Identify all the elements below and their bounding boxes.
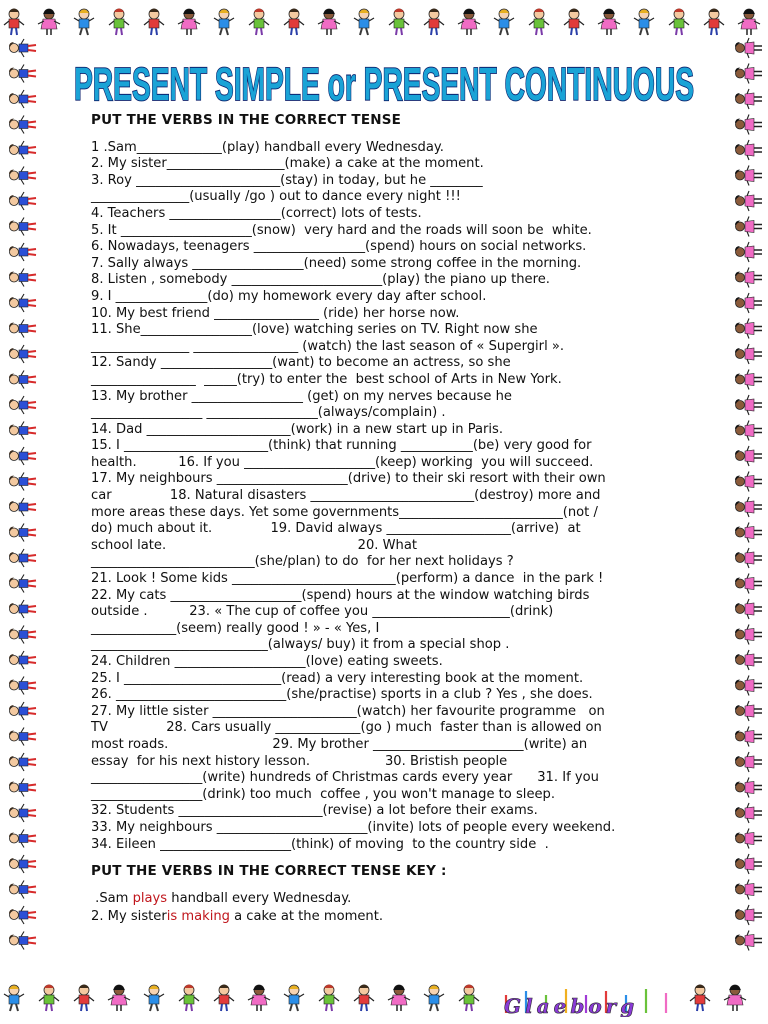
logo-text: Glaeborg	[504, 994, 639, 1017]
kid-figure	[9, 218, 36, 236]
kid-figure	[9, 498, 36, 516]
kid-figure	[529, 9, 549, 36]
kid-figure	[108, 985, 130, 1011]
exercise-line: 9. I ______________(do) my homework every day after school.	[91, 288, 487, 304]
kid-figure	[9, 549, 36, 567]
exercise-line: 4. Teachers _________________(correct) lots of tests.	[91, 205, 422, 221]
kid-figure	[318, 9, 340, 35]
title-text: PRESENT SIMPLE or PRESENT CONTINUOUS	[74, 58, 694, 110]
exercise-line: _____________(seem) really good ! » - « Yes, I	[91, 620, 380, 636]
kid-figure	[735, 931, 762, 951]
kid-figure	[9, 728, 36, 746]
kid-figure	[9, 473, 36, 491]
kid-figure	[9, 651, 36, 669]
kid-figure	[735, 268, 762, 288]
kid-figure	[735, 370, 762, 390]
kid-figure	[4, 9, 24, 36]
kid-figure	[738, 9, 760, 35]
kid-figure	[249, 9, 269, 36]
exercise-line: _________________(drink) too much coffee , you won't manage to sleep.	[91, 786, 556, 802]
kid-figure	[9, 243, 36, 261]
kid-figure	[389, 9, 409, 36]
school-logo	[496, 983, 696, 1017]
kid-figure	[735, 548, 762, 568]
kid-figure	[9, 779, 36, 797]
kid-figure	[9, 600, 36, 618]
exercise-line: 1 .Sam_____________(play) handball every Wednesday.	[91, 139, 444, 155]
exercise-line: _________________ _________________(always/complain) .	[91, 405, 446, 421]
kid-figure	[735, 803, 762, 823]
kid-figure	[735, 115, 762, 135]
kid-figure	[9, 830, 36, 848]
kid-figure	[74, 985, 94, 1012]
key-line-2-before: 2. My sister	[91, 908, 167, 924]
key-answer-1: plays	[132, 890, 168, 906]
kid-figure	[9, 320, 36, 338]
exercise-line: 6. Nowadays, teenagers _________________(spend) hours on social networks.	[91, 239, 587, 255]
exercise-line: 3. Roy ______________________(stay) in today, but he ________	[91, 172, 483, 188]
exercise-line: 27. My little sister ______________________(watch) her favourite programme on	[91, 703, 605, 719]
exercise-line: 15. I ______________________(think) that running ___________(be) very good for	[91, 438, 592, 454]
kid-figure	[735, 38, 762, 58]
worksheet-title	[70, 50, 698, 110]
kid-figure	[9, 855, 36, 873]
kid-figure	[9, 524, 36, 542]
exercise-line: more areas these days. Yet some governments_________________________(not /	[91, 504, 598, 520]
kid-figure	[735, 905, 762, 925]
exercise-line: 33. My neighbours _______________________(invite) lots of people every weekend.	[91, 819, 616, 835]
kid-figure	[9, 141, 36, 159]
kid-figure	[735, 650, 762, 670]
exercise-line: 21. Look ! Some kids _________________________(perform) a dance in the park !	[91, 571, 604, 587]
kid-figure	[9, 753, 36, 771]
exercise-line: _______________(usually /go ) out to dance every night !!!	[91, 189, 461, 205]
kid-figure	[9, 881, 36, 899]
kid-figure	[735, 523, 762, 543]
exercise-line: do) much about it. 19. David always ___________________(arrive) at	[91, 521, 581, 537]
kid-figure	[735, 140, 762, 160]
kid-figure	[4, 985, 24, 1011]
exercise-line: 22. My cats ____________________(spend) hours at the window watching birds	[91, 587, 590, 603]
kid-figure	[735, 752, 762, 772]
kid-figure	[178, 9, 200, 35]
kid-figure	[735, 880, 762, 900]
exercise-line: ___________________________(always/ buy) it from a special shop .	[91, 637, 510, 653]
kid-figure	[284, 985, 304, 1011]
key-heading: PUT THE VERBS IN THE CORRECT TENSE KEY :	[91, 863, 447, 880]
kid-figure	[735, 446, 762, 466]
kid-figure	[634, 9, 654, 35]
kid-figure	[354, 985, 374, 1012]
kid-figure	[735, 242, 762, 262]
kid-figure	[735, 319, 762, 339]
kid-figure	[9, 294, 36, 312]
kid-figure	[735, 472, 762, 492]
kid-figure	[319, 985, 339, 1012]
key-line-2-after: a cake at the moment.	[229, 908, 383, 924]
key-line-1	[91, 890, 676, 908]
kid-figure	[144, 985, 164, 1011]
kid-figure	[9, 371, 36, 389]
kid-figure	[735, 599, 762, 619]
exercise-line: 2. My sister__________________(make) a cake at the moment.	[91, 156, 484, 172]
kid-figure	[735, 778, 762, 798]
kid-figure	[39, 985, 59, 1012]
kid-figure	[248, 985, 270, 1011]
kid-figure	[735, 217, 762, 237]
exercise-line: 24. Children ____________________(love) eating sweets.	[91, 654, 443, 669]
exercise-line: car 18. Natural disasters _________________________(destroy) more and	[91, 488, 601, 504]
exercise-line: 17. My neighbours ____________________(drive) to their ski resort with their own	[91, 471, 606, 487]
kid-figure	[9, 447, 36, 465]
exercise-line: 13. My brother _________________ (get) on my nerves because he	[91, 388, 512, 404]
exercise-line: _________________________(she/plan) to do for her next holidays ?	[91, 554, 514, 570]
kid-figure	[9, 804, 36, 822]
exercise-line: essay for his next history lesson. 30. Bristish people	[91, 753, 508, 769]
kid-figure	[9, 65, 36, 83]
exercise-line: outside . 23. « The cup of coffee you _____________________(drink)	[91, 604, 554, 620]
exercise-line: 11. She_________________(love) watching series on TV. Right now she	[91, 322, 538, 338]
exercise-line: health. 16. If you ____________________(keep) working you will succeed.	[91, 454, 594, 470]
kid-figure	[735, 64, 762, 84]
key-line-1-before: .Sam	[91, 890, 133, 906]
kid-figure	[735, 727, 762, 747]
exercise-line: 26. __________________________(she/practise) sports in a club ? Yes , she does.	[91, 687, 593, 703]
kid-figure	[109, 9, 129, 36]
kid-figure	[9, 396, 36, 414]
kid-figure	[214, 985, 234, 1012]
kid-figure	[735, 676, 762, 696]
kid-figure	[735, 344, 762, 364]
kid-figure	[735, 191, 762, 211]
kid-figure	[214, 9, 234, 35]
kid-figure	[735, 293, 762, 313]
exercise-line: most roads. 29. My brother _______________________(write) an	[91, 736, 588, 752]
kid-figure	[735, 421, 762, 441]
kid-figure	[9, 575, 36, 593]
kid-figure	[9, 116, 36, 134]
kid-figure	[354, 9, 374, 35]
kid-figure	[9, 702, 36, 720]
exercise-line: 12. Sandy _________________(want) to become an actress, so she	[91, 355, 511, 371]
kid-figure	[735, 625, 762, 645]
kid-figure	[179, 985, 199, 1012]
kid-figure	[735, 854, 762, 874]
exercise-line: 10. My best friend ________________ (ride) her horse now.	[91, 305, 460, 321]
kid-figure	[9, 932, 36, 950]
exercise-line: ________________ _____(try) to enter the best school of Arts in New York.	[91, 371, 562, 387]
kid-figure	[38, 9, 60, 35]
kid-figure	[9, 677, 36, 695]
instruction-heading: PUT THE VERBS IN THE CORRECT TENSE	[91, 112, 402, 128]
kid-figure	[735, 829, 762, 849]
kid-figure	[598, 9, 620, 35]
kid-figure	[458, 9, 480, 35]
kid-figure	[494, 9, 514, 35]
kid-figure	[144, 9, 164, 36]
kid-figure	[735, 574, 762, 594]
kid-figure	[9, 167, 36, 185]
exercise-line: _________________(write) hundreds of Christmas cards every year 31. If you	[91, 770, 599, 786]
exercise-line: 34. Eileen ____________________(think) of moving to the country side .	[91, 836, 549, 852]
kid-figure	[735, 497, 762, 517]
exercise-line: 7. Sally always _________________(need) some strong coffee in the morning.	[91, 255, 582, 271]
kid-figure	[459, 985, 479, 1012]
exercise-line: 32. Students ______________________(revise) a lot before their exams.	[91, 803, 538, 819]
kid-figure	[9, 422, 36, 440]
worksheet-body	[91, 112, 676, 926]
kid-figure	[9, 90, 36, 108]
kid-figure	[74, 9, 94, 35]
key-line-2	[91, 908, 676, 926]
kid-figure	[564, 9, 584, 36]
kid-figure	[9, 192, 36, 210]
kid-figure	[9, 906, 36, 924]
exercise-line: 25. I ________________________(read) a very interesting book at the moment.	[91, 670, 584, 686]
exercise-line: 5. It ____________________(snow) very hard and the roads will soon be white.	[91, 222, 592, 238]
kid-figure	[735, 395, 762, 415]
exercise-line: 14. Dad ______________________(work) in a new start up in Paris.	[91, 421, 504, 437]
kid-figure	[388, 985, 410, 1011]
kid-figure	[9, 39, 36, 57]
kid-figure	[669, 9, 689, 36]
exercise-list	[91, 140, 676, 854]
exercise-line: school late. 20. What	[91, 537, 418, 553]
kid-figure	[735, 89, 762, 109]
exercise-line: 8. Listen , somebody _______________________(play) the piano up there.	[91, 272, 550, 288]
key-line-1-after: handball every Wednesday.	[167, 890, 352, 906]
kid-figure	[9, 269, 36, 287]
exercise-line: TV 28. Cars usually _____________(go ) much faster than is allowed on	[91, 720, 602, 736]
kid-figure	[424, 985, 444, 1011]
kid-figure	[735, 166, 762, 186]
kid-figure	[424, 9, 444, 36]
kid-figure	[9, 626, 36, 644]
kid-figure	[704, 9, 724, 36]
key-answer-2: is making	[166, 908, 230, 924]
kid-figure	[735, 701, 762, 721]
kid-figure	[284, 9, 304, 36]
exercise-line: _______________ ________________ (watch) the last season of « Supergirl ».	[91, 338, 565, 354]
kid-figure	[724, 985, 746, 1011]
kid-figure	[9, 345, 36, 363]
